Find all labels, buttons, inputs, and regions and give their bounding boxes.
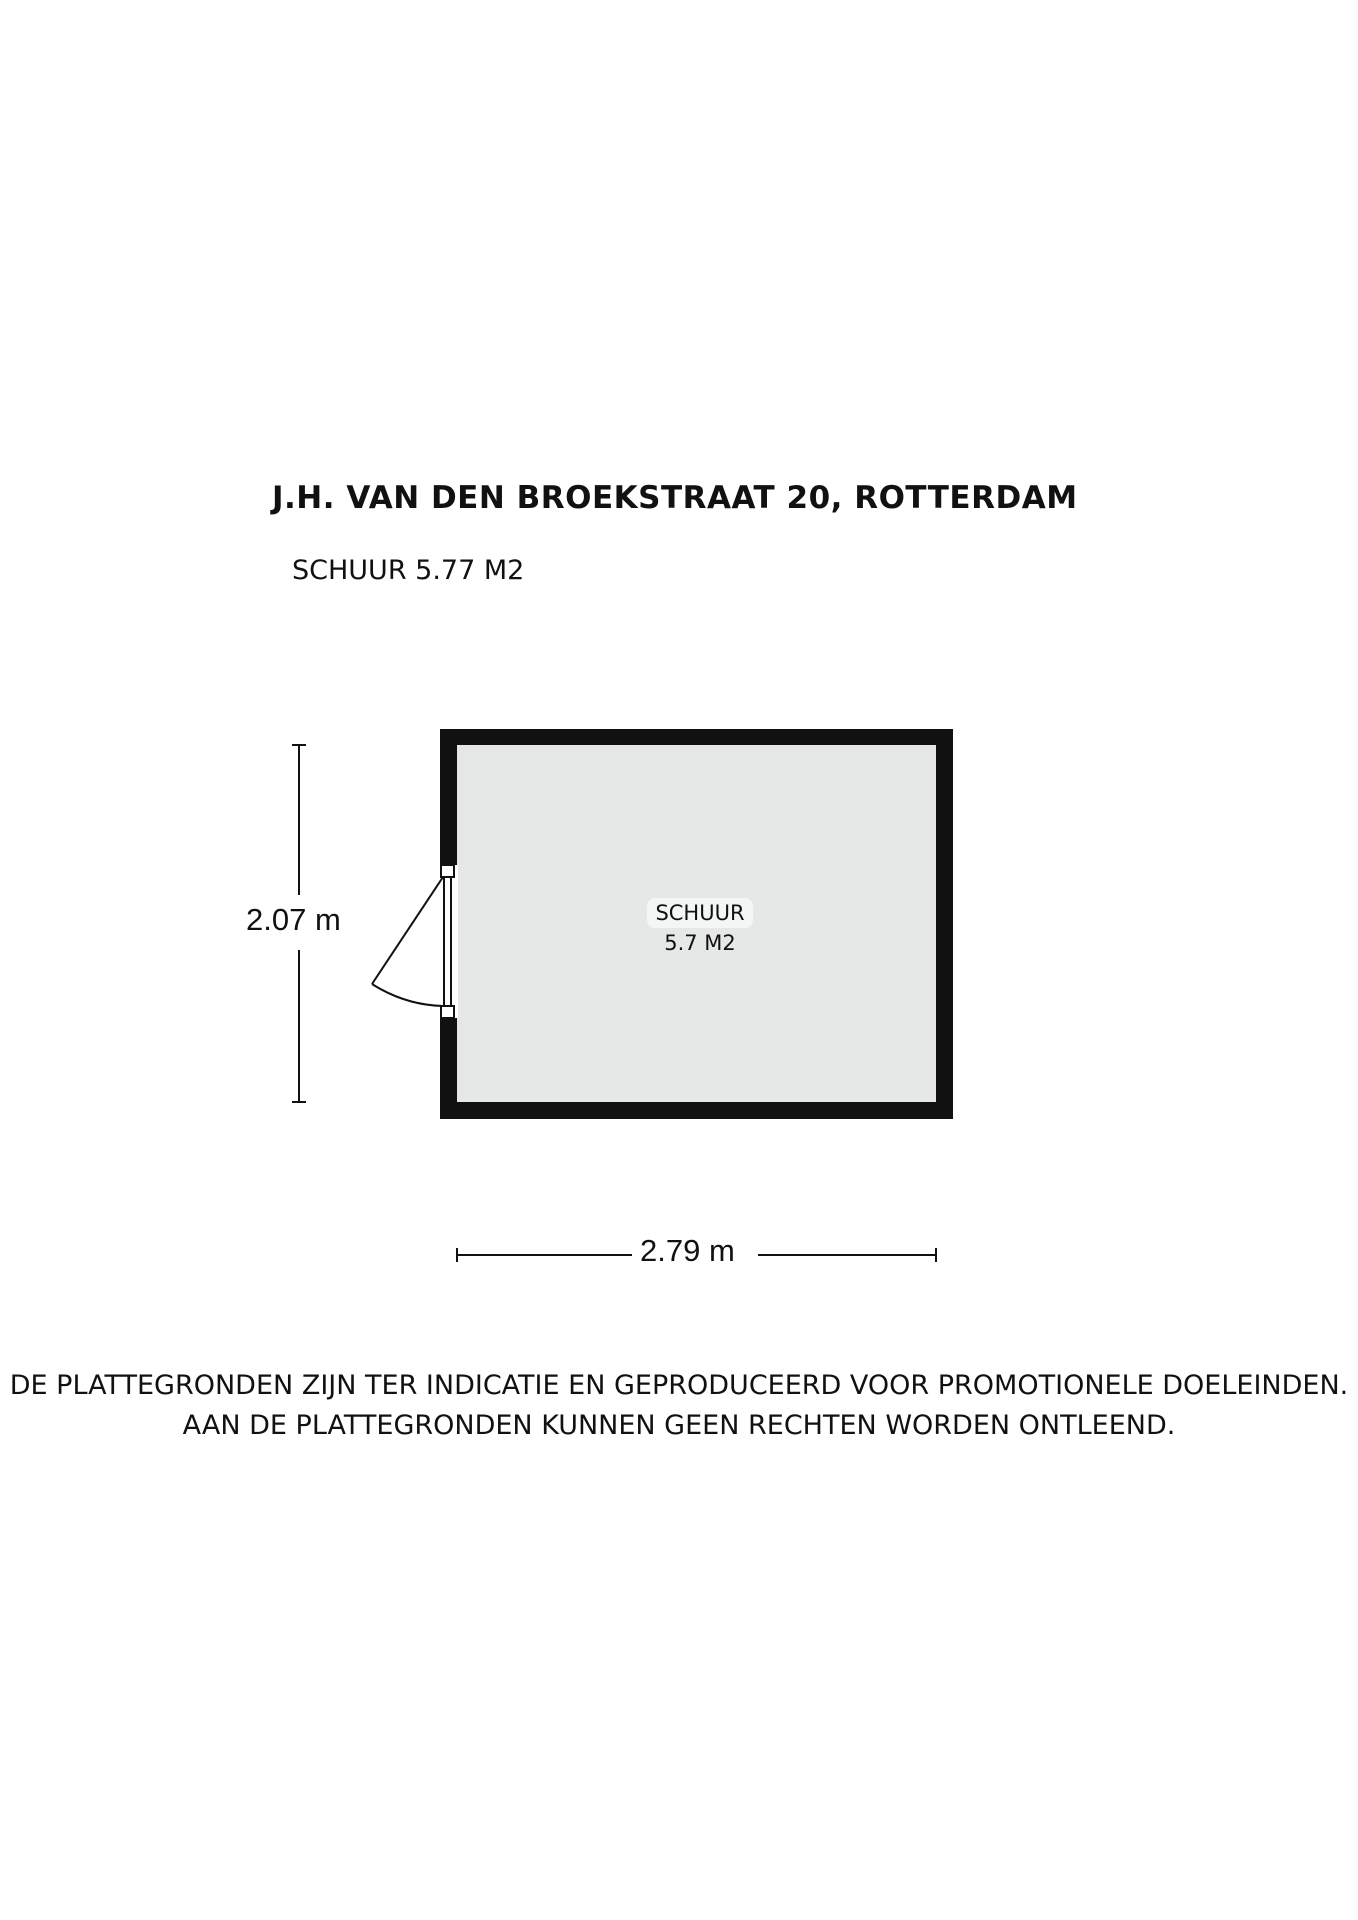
disclaimer	[0, 1366, 1358, 1446]
room-label	[640, 898, 760, 958]
door-leaf	[372, 877, 443, 984]
width-dimension-label: 2.79 m	[640, 1233, 735, 1268]
door-opening	[439, 865, 458, 1018]
disclaimer-line-2: AAN DE PLATTEGRONDEN KUNNEN GEEN RECHTEN WORDEN ONTLEEND.	[182, 1410, 1176, 1441]
room-name: SCHUUR	[647, 898, 752, 928]
area-summary: SCHUUR 5.77 M2	[292, 555, 525, 586]
address-title: J.H. VAN DEN BROEKSTRAAT 20, ROTTERDAM	[272, 480, 1078, 516]
door-jamb-top	[441, 865, 454, 877]
door-swing-arc	[372, 984, 443, 1006]
room-area: 5.7 M2	[664, 931, 736, 955]
height-dimension-label: 2.07 m	[246, 902, 341, 937]
disclaimer-line-1: DE PLATTEGRONDEN ZIJN TER INDICATIE EN GEPRODUCEERD VOOR PROMOTIONELE DOELEINDEN.	[9, 1370, 1349, 1401]
door-jamb-bottom	[441, 1006, 454, 1018]
